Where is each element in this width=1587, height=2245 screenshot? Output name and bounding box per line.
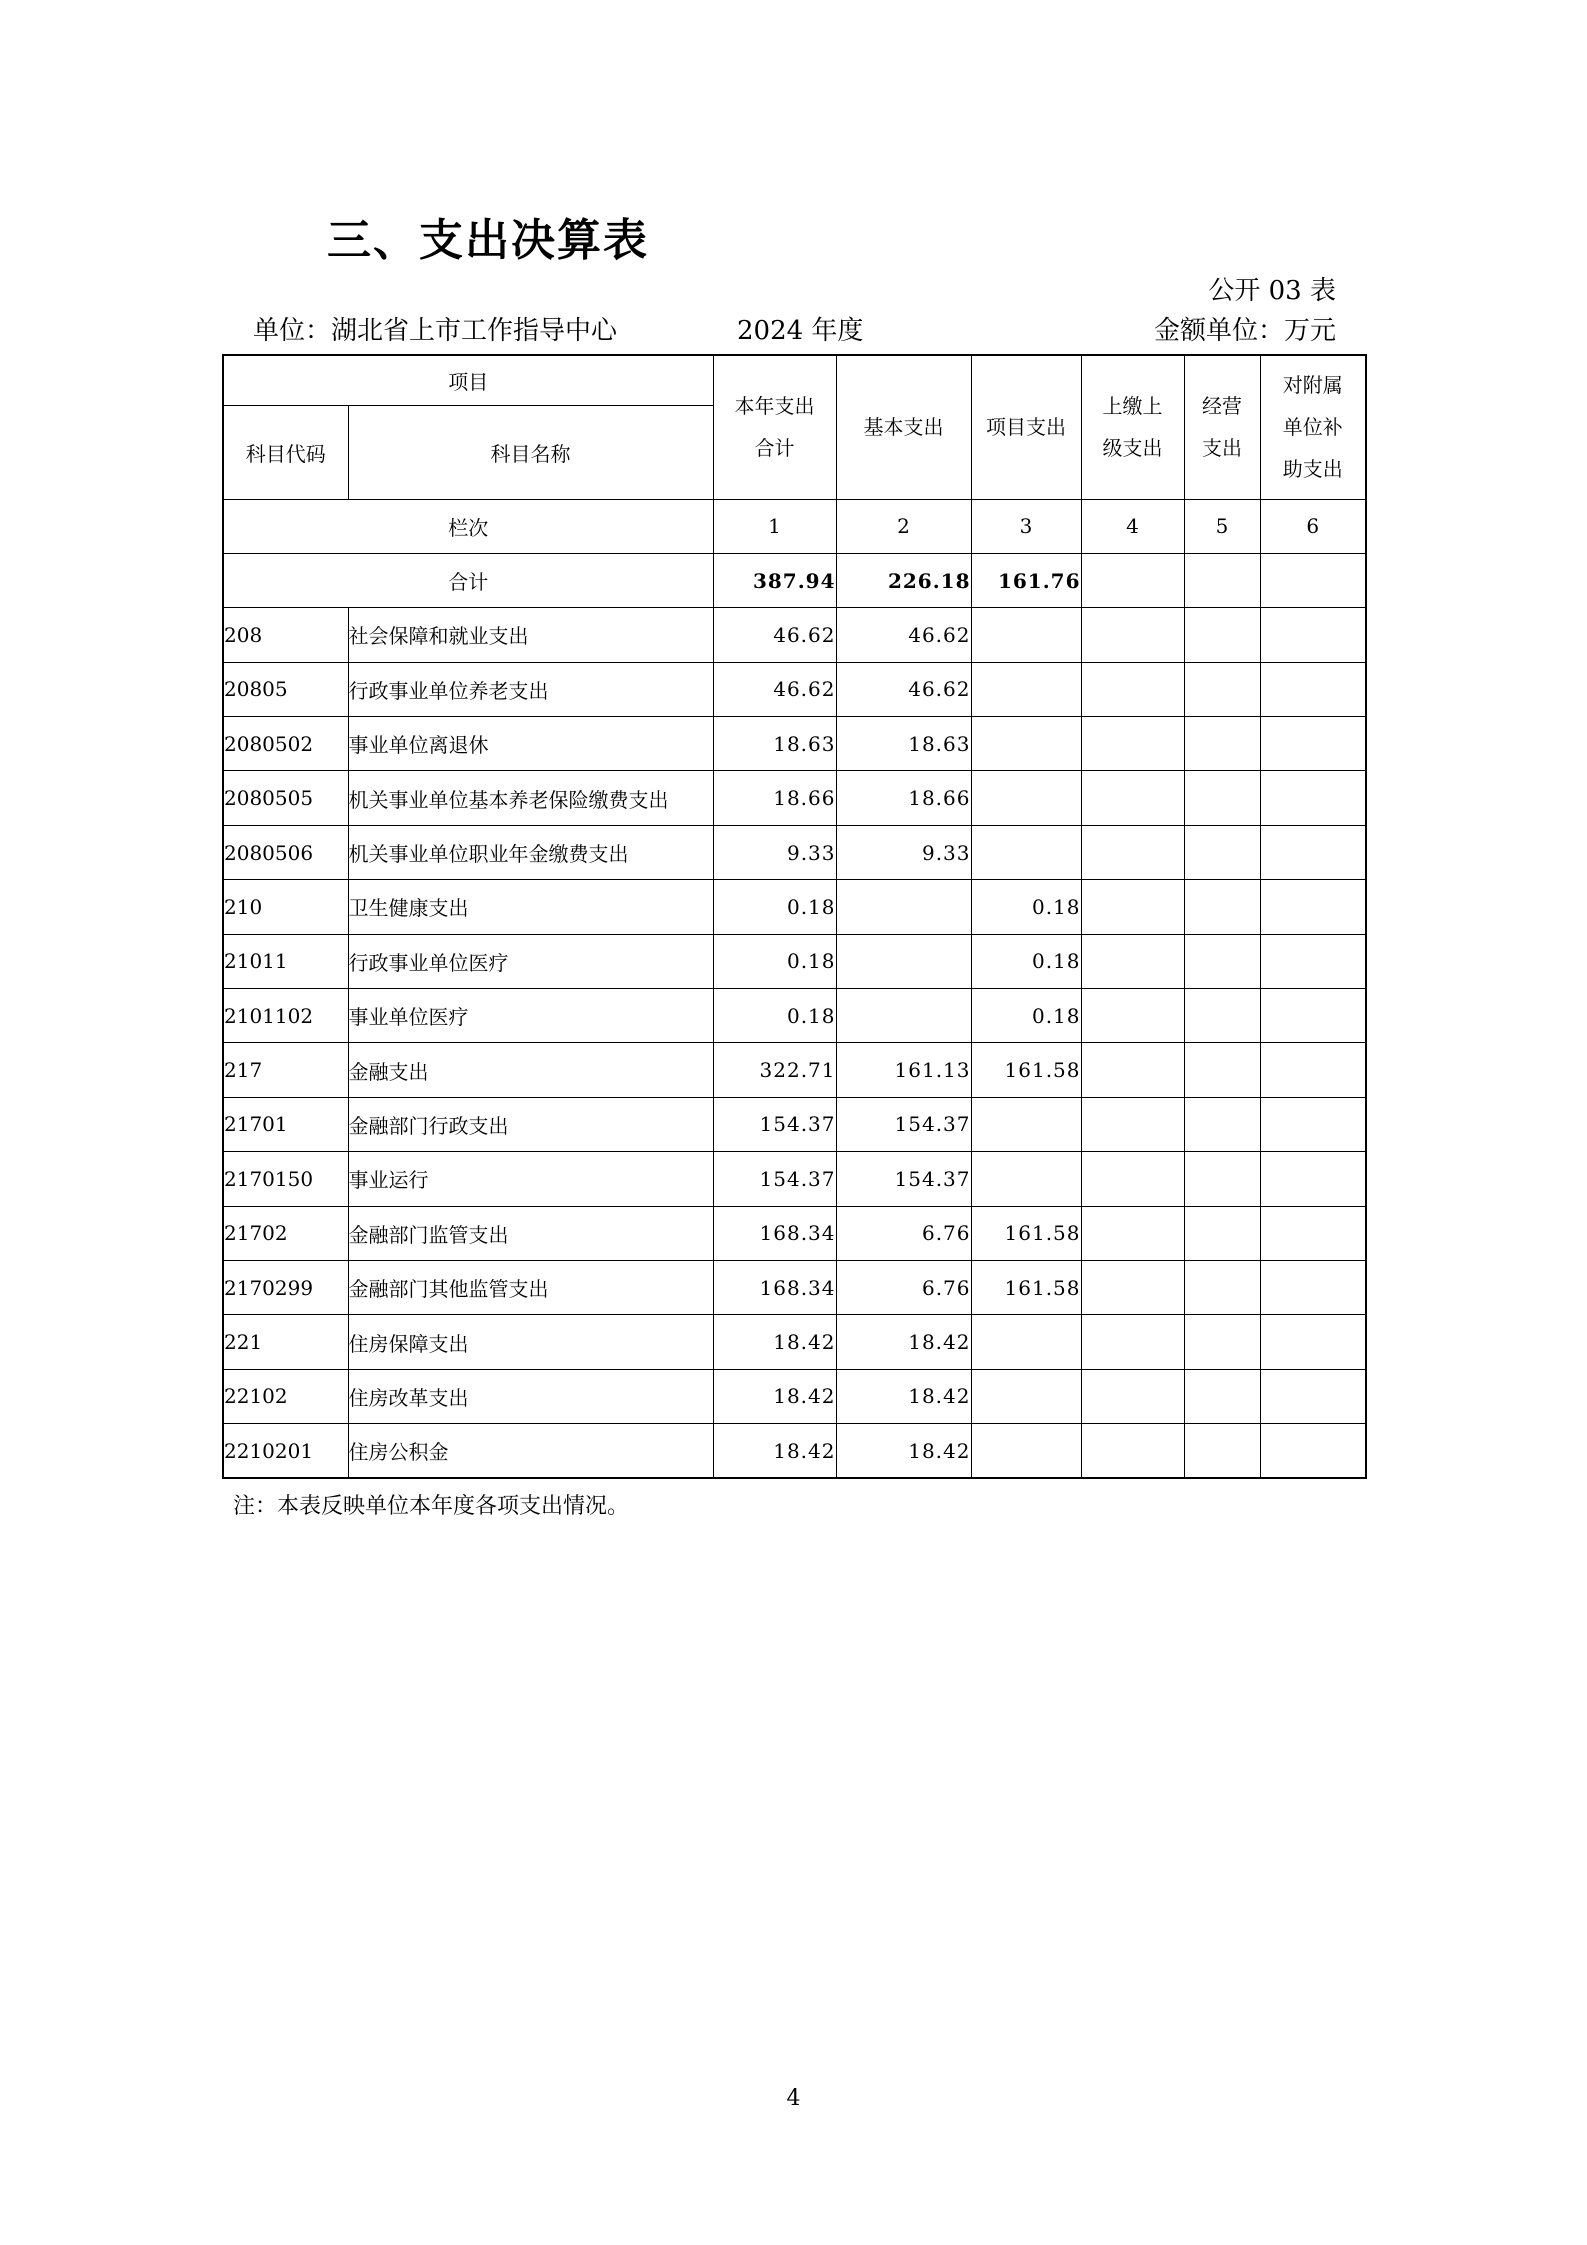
index-cell-6: 6 xyxy=(1260,499,1366,553)
value-col-1: 0.18 xyxy=(713,989,836,1043)
table-row xyxy=(223,1043,1366,1097)
value-col-5 xyxy=(1184,662,1260,716)
subject-name: 住房改革支出 xyxy=(348,1369,713,1423)
value-col-1: 168.34 xyxy=(713,1260,836,1314)
value-col-5 xyxy=(1184,989,1260,1043)
column-header-5 xyxy=(1184,355,1260,499)
value-col-6 xyxy=(1260,1206,1366,1260)
value-col-5 xyxy=(1184,1369,1260,1423)
subject-code: 2170299 xyxy=(223,1260,348,1314)
index-cell-5: 5 xyxy=(1184,499,1260,553)
subject-code: 2101102 xyxy=(223,989,348,1043)
column-header-line: 项目支出 xyxy=(986,415,1066,440)
value-col-3: 0.18 xyxy=(971,880,1081,934)
value-col-2: 18.63 xyxy=(836,717,971,771)
value-col-1: 154.37 xyxy=(713,1152,836,1206)
column-header-6 xyxy=(1260,355,1366,499)
total-value-col-2: 226.18 xyxy=(836,553,971,607)
table-row xyxy=(223,1424,1366,1478)
column-header-4 xyxy=(1081,355,1184,499)
name-header: 科目名称 xyxy=(348,405,713,499)
value-col-5 xyxy=(1184,1206,1260,1260)
value-col-1: 0.18 xyxy=(713,934,836,988)
value-col-5 xyxy=(1184,825,1260,879)
subject-name: 行政事业单位养老支出 xyxy=(348,662,713,716)
index-cell-3: 3 xyxy=(971,499,1081,553)
index-row-label: 栏次 xyxy=(223,499,713,553)
total-value-col-6 xyxy=(1260,553,1366,607)
table-row xyxy=(223,934,1366,988)
code-header: 科目代码 xyxy=(223,405,348,499)
value-col-1: 0.18 xyxy=(713,880,836,934)
subject-code: 21701 xyxy=(223,1097,348,1151)
column-header-line: 经营 xyxy=(1202,394,1242,419)
table-row xyxy=(223,1097,1366,1151)
value-col-2: 46.62 xyxy=(836,608,971,662)
subject-code: 22102 xyxy=(223,1369,348,1423)
column-header-2 xyxy=(836,355,971,499)
value-col-2 xyxy=(836,934,971,988)
value-col-1: 18.66 xyxy=(713,771,836,825)
column-header-line: 合计 xyxy=(754,436,795,461)
subject-name: 事业单位离退休 xyxy=(348,717,713,771)
fiscal-year: 2024 年度 xyxy=(737,316,864,346)
value-col-4 xyxy=(1081,1043,1184,1097)
column-header-line: 对附属 xyxy=(1282,373,1343,398)
value-col-2: 6.76 xyxy=(836,1260,971,1314)
value-col-6 xyxy=(1260,880,1366,934)
value-col-2: 18.42 xyxy=(836,1424,971,1478)
value-col-6 xyxy=(1260,1097,1366,1151)
value-col-2: 154.37 xyxy=(836,1097,971,1151)
amount-unit-label: 金额单位：万元 xyxy=(1153,316,1336,346)
total-value-col-5 xyxy=(1184,553,1260,607)
subject-name: 金融支出 xyxy=(348,1043,713,1097)
value-col-2: 154.37 xyxy=(836,1152,971,1206)
value-col-1: 9.33 xyxy=(713,825,836,879)
value-col-3 xyxy=(971,1097,1081,1151)
subject-name: 社会保障和就业支出 xyxy=(348,608,713,662)
value-col-2: 46.62 xyxy=(836,662,971,716)
value-col-3: 0.18 xyxy=(971,934,1081,988)
value-col-3 xyxy=(971,1369,1081,1423)
table-row xyxy=(223,662,1366,716)
value-col-5 xyxy=(1184,880,1260,934)
value-col-4 xyxy=(1081,825,1184,879)
subject-name: 住房公积金 xyxy=(348,1424,713,1478)
value-col-4 xyxy=(1081,1206,1184,1260)
value-col-1: 18.63 xyxy=(713,717,836,771)
column-header-line: 基本支出 xyxy=(863,415,944,440)
index-cell-1: 1 xyxy=(713,499,836,553)
subject-name: 事业运行 xyxy=(348,1152,713,1206)
value-col-6 xyxy=(1260,989,1366,1043)
value-col-5 xyxy=(1184,717,1260,771)
value-col-6 xyxy=(1260,1152,1366,1206)
table-row xyxy=(223,989,1366,1043)
value-col-4 xyxy=(1081,1424,1184,1478)
page-number: 4 xyxy=(786,2086,801,2111)
value-col-6 xyxy=(1260,662,1366,716)
total-value-col-1: 387.94 xyxy=(713,553,836,607)
table-row xyxy=(223,1206,1366,1260)
value-col-1: 154.37 xyxy=(713,1097,836,1151)
subject-code: 217 xyxy=(223,1043,348,1097)
value-col-3: 161.58 xyxy=(971,1206,1081,1260)
expenditure-table xyxy=(222,354,1367,1479)
value-col-1: 18.42 xyxy=(713,1369,836,1423)
value-col-1: 322.71 xyxy=(713,1043,836,1097)
total-value-col-4 xyxy=(1081,553,1184,607)
subject-name: 住房保障支出 xyxy=(348,1315,713,1369)
value-col-6 xyxy=(1260,1369,1366,1423)
value-col-4 xyxy=(1081,934,1184,988)
value-col-5 xyxy=(1184,1152,1260,1206)
value-col-2: 161.13 xyxy=(836,1043,971,1097)
value-col-6 xyxy=(1260,825,1366,879)
value-col-3: 161.58 xyxy=(971,1043,1081,1097)
column-header-line: 单位补 xyxy=(1282,415,1343,440)
table-row xyxy=(223,1152,1366,1206)
value-col-4 xyxy=(1081,662,1184,716)
subject-code: 21011 xyxy=(223,934,348,988)
total-value-col-3: 161.76 xyxy=(971,553,1081,607)
subject-name: 卫生健康支出 xyxy=(348,880,713,934)
table-row xyxy=(223,717,1366,771)
value-col-6 xyxy=(1260,1260,1366,1314)
value-col-2: 6.76 xyxy=(836,1206,971,1260)
column-header-line: 上缴上 xyxy=(1102,394,1163,419)
subject-name: 事业单位医疗 xyxy=(348,989,713,1043)
column-header-line: 级支出 xyxy=(1102,436,1163,461)
value-col-5 xyxy=(1184,608,1260,662)
value-col-2: 18.42 xyxy=(836,1369,971,1423)
subject-name: 机关事业单位基本养老保险缴费支出 xyxy=(348,771,713,825)
value-col-6 xyxy=(1260,1315,1366,1369)
column-header-line: 助支出 xyxy=(1282,457,1343,482)
value-col-2 xyxy=(836,989,971,1043)
page-title: 三、支出决算表 xyxy=(327,215,649,266)
value-col-2 xyxy=(836,880,971,934)
value-col-1: 46.62 xyxy=(713,608,836,662)
value-col-4 xyxy=(1081,1369,1184,1423)
total-row xyxy=(223,553,1366,607)
value-col-4 xyxy=(1081,989,1184,1043)
value-col-3 xyxy=(971,1424,1081,1478)
project-header: 项目 xyxy=(223,355,713,405)
value-col-4 xyxy=(1081,771,1184,825)
subject-name: 金融部门行政支出 xyxy=(348,1097,713,1151)
value-col-5 xyxy=(1184,934,1260,988)
subject-code: 20805 xyxy=(223,662,348,716)
value-col-6 xyxy=(1260,1424,1366,1478)
value-col-2: 18.42 xyxy=(836,1315,971,1369)
form-number: 公开 03 表 xyxy=(1208,276,1336,306)
value-col-6 xyxy=(1260,608,1366,662)
value-col-5 xyxy=(1184,1260,1260,1314)
value-col-6 xyxy=(1260,717,1366,771)
value-col-4 xyxy=(1081,1097,1184,1151)
subject-code: 208 xyxy=(223,608,348,662)
value-col-4 xyxy=(1081,1260,1184,1314)
column-header-line: 本年支出 xyxy=(734,394,815,419)
index-row xyxy=(223,499,1366,553)
value-col-3 xyxy=(971,825,1081,879)
value-col-3 xyxy=(971,1152,1081,1206)
subject-code: 2080506 xyxy=(223,825,348,879)
value-col-3 xyxy=(971,717,1081,771)
value-col-1: 46.62 xyxy=(713,662,836,716)
value-col-2: 9.33 xyxy=(836,825,971,879)
table-row xyxy=(223,1369,1366,1423)
value-col-3 xyxy=(971,1315,1081,1369)
subject-name: 金融部门其他监管支出 xyxy=(348,1260,713,1314)
column-header-1 xyxy=(713,355,836,499)
subject-code: 2170150 xyxy=(223,1152,348,1206)
subject-name: 行政事业单位医疗 xyxy=(348,934,713,988)
index-cell-2: 2 xyxy=(836,499,971,553)
value-col-3: 161.58 xyxy=(971,1260,1081,1314)
table-row xyxy=(223,880,1366,934)
value-col-6 xyxy=(1260,1043,1366,1097)
value-col-5 xyxy=(1184,1424,1260,1478)
value-col-4 xyxy=(1081,880,1184,934)
value-col-3 xyxy=(971,771,1081,825)
subject-code: 2210201 xyxy=(223,1424,348,1478)
value-col-5 xyxy=(1184,1043,1260,1097)
table-note: 注：本表反映单位本年度各项支出情况。 xyxy=(233,1494,630,1519)
value-col-3 xyxy=(971,608,1081,662)
table-row xyxy=(223,608,1366,662)
subject-code: 2080502 xyxy=(223,717,348,771)
unit-label: 单位：湖北省上市工作指导中心 xyxy=(253,316,618,346)
subject-code: 221 xyxy=(223,1315,348,1369)
value-col-6 xyxy=(1260,771,1366,825)
value-col-6 xyxy=(1260,934,1366,988)
value-col-4 xyxy=(1081,1152,1184,1206)
value-col-1: 18.42 xyxy=(713,1315,836,1369)
value-col-3: 0.18 xyxy=(971,989,1081,1043)
header-row-1 xyxy=(223,355,1366,405)
value-col-4 xyxy=(1081,1315,1184,1369)
table-body xyxy=(223,499,1366,1478)
table-row xyxy=(223,825,1366,879)
subject-code: 210 xyxy=(223,880,348,934)
table-row xyxy=(223,1260,1366,1314)
value-col-5 xyxy=(1184,1315,1260,1369)
value-col-5 xyxy=(1184,1097,1260,1151)
value-col-2: 18.66 xyxy=(836,771,971,825)
subject-name: 机关事业单位职业年金缴费支出 xyxy=(348,825,713,879)
value-col-3 xyxy=(971,662,1081,716)
value-col-1: 168.34 xyxy=(713,1206,836,1260)
subject-code: 21702 xyxy=(223,1206,348,1260)
value-col-1: 18.42 xyxy=(713,1424,836,1478)
table-row xyxy=(223,1315,1366,1369)
value-col-5 xyxy=(1184,771,1260,825)
index-cell-4: 4 xyxy=(1081,499,1184,553)
subject-name: 金融部门监管支出 xyxy=(348,1206,713,1260)
table-row xyxy=(223,771,1366,825)
subject-code: 2080505 xyxy=(223,771,348,825)
column-header-3 xyxy=(971,355,1081,499)
column-header-line: 支出 xyxy=(1202,436,1242,461)
value-col-4 xyxy=(1081,608,1184,662)
value-col-4 xyxy=(1081,717,1184,771)
total-row-label: 合计 xyxy=(223,553,713,607)
